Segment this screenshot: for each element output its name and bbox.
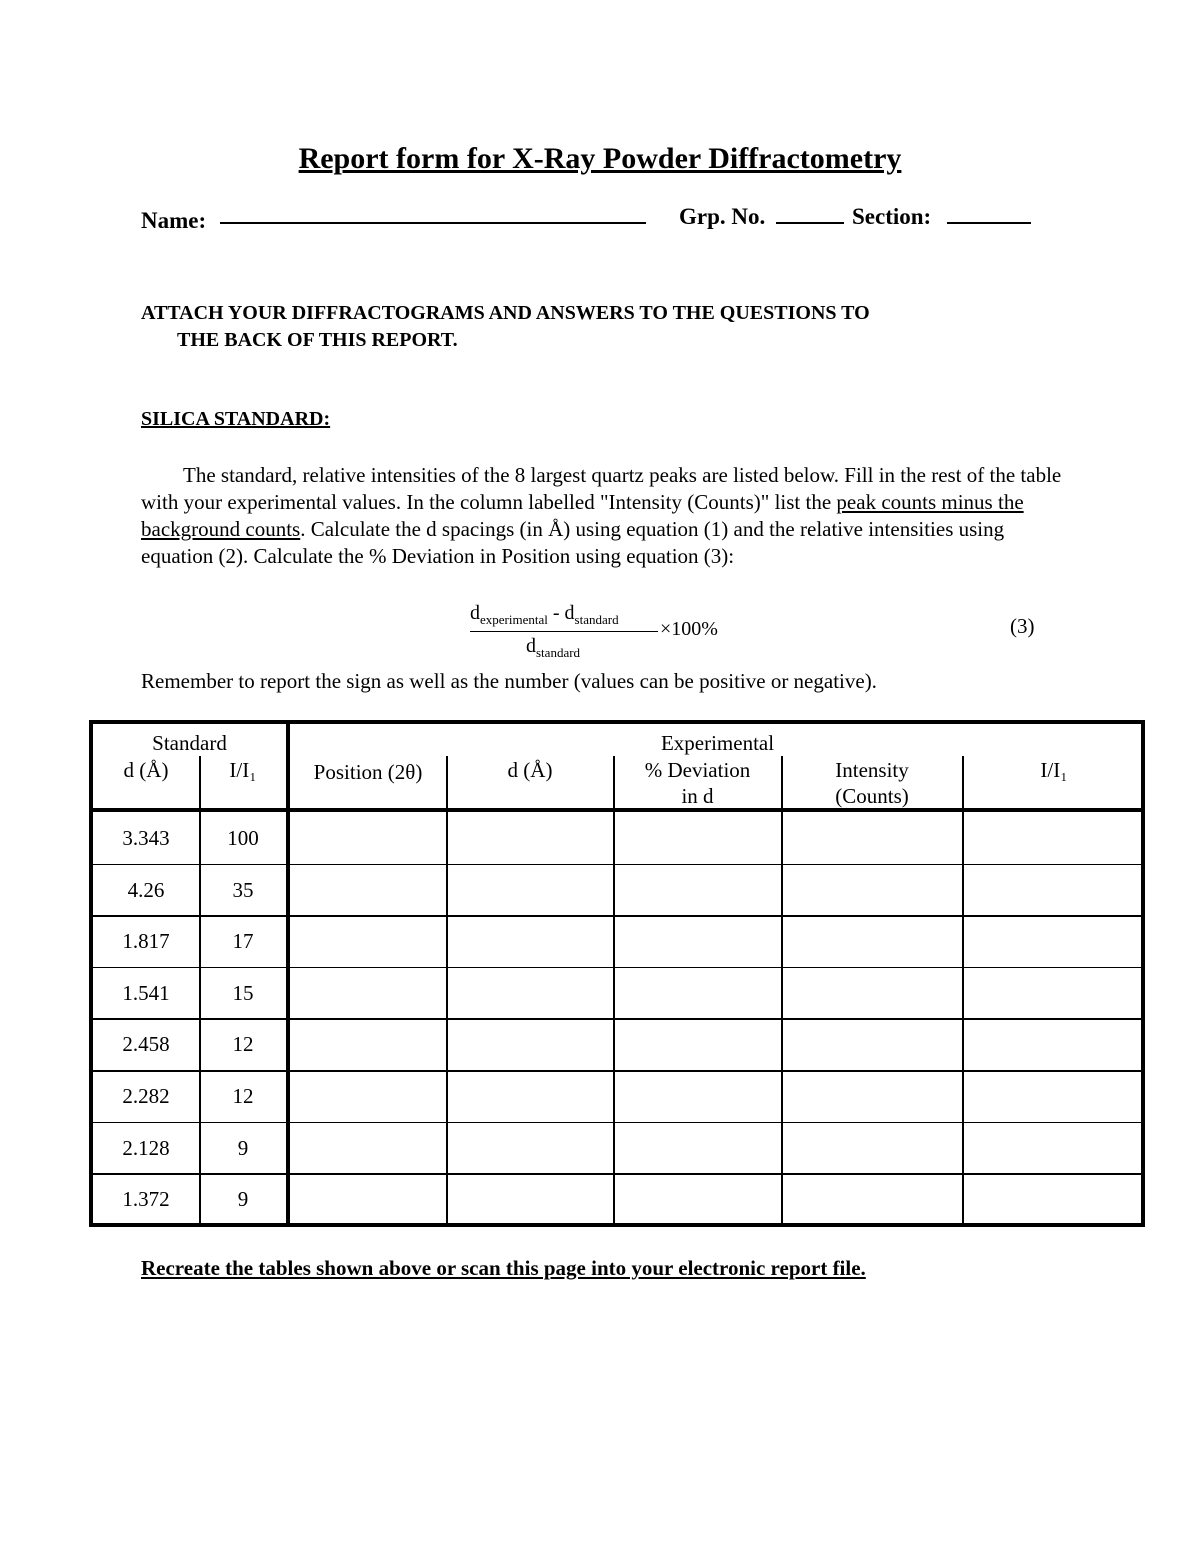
section-field[interactable]	[947, 222, 1031, 224]
cell-intensity-standard: 17	[232, 929, 254, 954]
data-table	[89, 720, 1145, 1227]
cell-intensity-experimental[interactable]	[963, 1072, 1145, 1120]
paragraph-part-2: . Calculate the d spacings (in Å) using equation (1) and the relative intensities using equation (2). Calculate the % Deviation in Position using equation (3):	[141, 517, 1005, 568]
cell-d-experimental[interactable]	[447, 814, 613, 862]
attach-instruction	[141, 300, 1061, 354]
cell-deviation[interactable]	[614, 1124, 781, 1172]
cell-position[interactable]	[290, 917, 446, 965]
cell-deviation[interactable]	[614, 1072, 781, 1120]
cell-intensity-standard: 35	[232, 877, 254, 902]
cell-d-standard: 1.817	[122, 929, 170, 954]
cell-intensity-counts[interactable]	[782, 1020, 962, 1068]
cell-position[interactable]	[290, 969, 446, 1017]
header-d-experimental: d (Å)	[507, 758, 553, 782]
cell-deviation[interactable]	[614, 866, 781, 914]
cell-intensity-standard: 100	[227, 826, 259, 850]
instructions-paragraph	[141, 462, 1071, 570]
paragraph-underlined: peak counts minus the background counts	[141, 490, 1024, 541]
cell-intensity-counts[interactable]	[782, 917, 962, 965]
cell-intensity-experimental[interactable]	[963, 1124, 1145, 1172]
cell-intensity-experimental[interactable]	[963, 1020, 1145, 1068]
cell-d-experimental[interactable]	[447, 1175, 613, 1223]
cell-intensity-standard: 15	[232, 980, 254, 1005]
cell-deviation[interactable]	[614, 969, 781, 1017]
header-intensity-experimental: I/I₁	[1040, 758, 1068, 782]
cell-d-standard: 1.372	[122, 1187, 170, 1212]
cell-d-experimental[interactable]	[447, 1072, 613, 1120]
cell-d-standard: 2.458	[122, 1032, 170, 1057]
footer-instruction: Recreate the tables shown above or scan this page into your electronic report file.	[141, 1256, 866, 1280]
group-field[interactable]	[776, 222, 844, 224]
attach-line-2: THE BACK OF THIS REPORT.	[177, 329, 458, 351]
cell-position[interactable]	[290, 1020, 446, 1068]
cell-position[interactable]	[290, 1072, 446, 1120]
cell-intensity-counts[interactable]	[782, 866, 962, 914]
equation-numerator: $d_{experimental} - d_{standard}$	[470, 602, 619, 627]
cell-d-standard: 2.128	[122, 1135, 170, 1160]
cell-intensity-standard: 12	[232, 1084, 254, 1108]
cell-d-experimental[interactable]	[447, 1020, 613, 1068]
cell-intensity-counts[interactable]	[782, 1072, 962, 1120]
page-title: Report form for X-Ray Powder Diffractometry	[298, 142, 902, 175]
cell-position[interactable]	[290, 814, 446, 862]
header-standard: Standard	[152, 731, 227, 755]
cell-deviation[interactable]	[614, 1020, 781, 1068]
equation-multiplier: ×100%	[660, 618, 718, 640]
header-position: Position (2θ)	[313, 760, 423, 784]
header-intensity-standard: I/I₁	[229, 758, 257, 782]
equation-number: (3)	[1010, 614, 1035, 638]
cell-d-standard: 1.541	[122, 980, 170, 1005]
cell-intensity-standard: 9	[237, 1135, 249, 1160]
cell-d-standard: 3.343	[122, 826, 170, 850]
cell-d-experimental[interactable]	[447, 969, 613, 1017]
cell-d-standard: 2.282	[122, 1084, 170, 1108]
header-experimental: Experimental	[660, 731, 775, 755]
cell-intensity-experimental[interactable]	[963, 917, 1145, 965]
cell-d-experimental[interactable]	[447, 1124, 613, 1172]
fraction-bar	[470, 631, 658, 632]
header-d-standard: d (Å)	[123, 758, 169, 782]
cell-d-standard: 4.26	[127, 877, 165, 902]
equation-denominator: $d_{standard}$	[526, 635, 581, 660]
name-label: Name:	[141, 208, 207, 233]
section-heading: SILICA STANDARD:	[141, 408, 331, 430]
cell-intensity-experimental[interactable]	[963, 866, 1145, 914]
cell-deviation[interactable]	[614, 917, 781, 965]
cell-intensity-counts[interactable]	[782, 1175, 962, 1223]
cell-position[interactable]	[290, 1175, 446, 1223]
paragraph-part-1: The standard, relative intensities of the 8 largest quartz peaks are listed below. Fill in the rest of the table with your experimental values. In the column labelled "Intensity (Counts)" list the	[141, 463, 1062, 514]
cell-position[interactable]	[290, 1124, 446, 1172]
cell-intensity-experimental[interactable]	[963, 814, 1145, 862]
remember-note: Remember to report the sign as well as the number (values can be positive or negative).	[141, 669, 877, 693]
cell-intensity-counts[interactable]	[782, 814, 962, 862]
cell-intensity-standard: 9	[237, 1187, 249, 1212]
header-deviation: % Deviation in d	[644, 758, 751, 808]
cell-position[interactable]	[290, 866, 446, 914]
cell-deviation[interactable]	[614, 814, 781, 862]
cell-intensity-standard: 12	[232, 1032, 254, 1057]
cell-deviation[interactable]	[614, 1175, 781, 1223]
name-field[interactable]	[220, 222, 646, 224]
cell-intensity-counts[interactable]	[782, 969, 962, 1017]
cell-intensity-experimental[interactable]	[963, 1175, 1145, 1223]
cell-intensity-experimental[interactable]	[963, 969, 1145, 1017]
group-label: Grp. No.	[679, 204, 766, 229]
cell-d-experimental[interactable]	[447, 917, 613, 965]
section-label: Section:	[852, 204, 932, 229]
cell-intensity-counts[interactable]	[782, 1124, 962, 1172]
header-intensity-counts: Intensity (Counts)	[835, 758, 909, 808]
cell-d-experimental[interactable]	[447, 866, 613, 914]
attach-line-1: ATTACH YOUR DIFFRACTOGRAMS AND ANSWERS TO THE QUESTIONS TO	[141, 302, 870, 324]
